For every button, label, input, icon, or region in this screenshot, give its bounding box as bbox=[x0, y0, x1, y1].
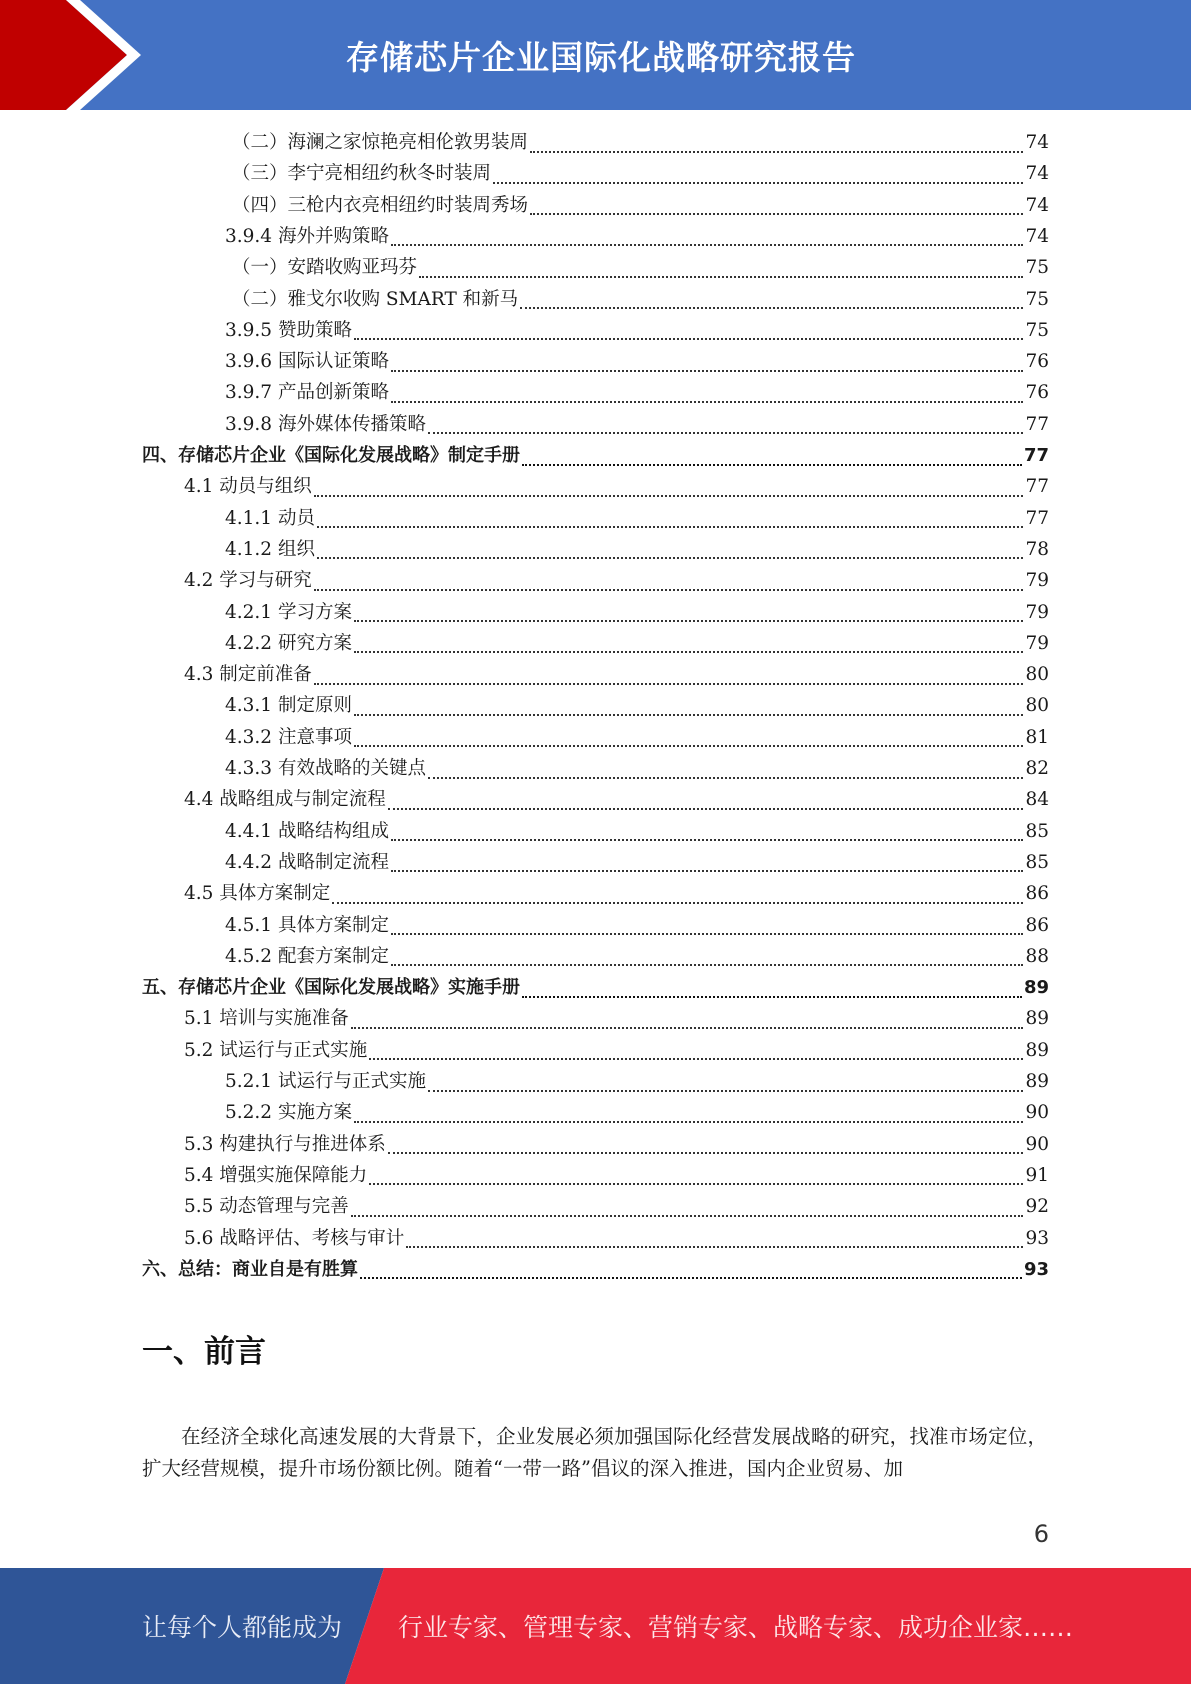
toc-entry[interactable] bbox=[184, 1003, 1049, 1034]
toc-leader-dots bbox=[314, 495, 1024, 497]
toc-entry[interactable] bbox=[184, 1035, 1049, 1066]
toc-leader-dots bbox=[391, 370, 1023, 372]
section-heading: 一、前言 bbox=[142, 1334, 266, 1370]
footer-slogan-left: 让每个人都能成为 bbox=[142, 1613, 343, 1642]
toc-leader-dots bbox=[354, 651, 1024, 653]
toc-leader-dots bbox=[332, 902, 1023, 904]
toc-entry-label: 5.6 战略评估、考核与审计 bbox=[184, 1227, 405, 1249]
toc-entry-label: 5.2 试运行与正式实施 bbox=[184, 1039, 368, 1061]
toc-entry-label: 4.1.2 组织 bbox=[225, 538, 315, 560]
toc-entry-page: 75 bbox=[1025, 288, 1049, 310]
toc-entry-page: 89 bbox=[1025, 1071, 1049, 1092]
toc-leader-dots bbox=[351, 1027, 1024, 1029]
toc-leader-dots bbox=[354, 338, 1024, 340]
toc-leader-dots bbox=[317, 557, 1024, 559]
footer-banner bbox=[0, 1568, 1191, 1684]
toc-leader-dots bbox=[520, 307, 1023, 309]
toc-entry[interactable] bbox=[225, 503, 1049, 534]
toc-entry[interactable] bbox=[142, 440, 1049, 471]
toc-entry-page: 93 bbox=[1023, 1258, 1049, 1280]
toc-entry-page: 92 bbox=[1025, 1196, 1049, 1218]
toc-entry[interactable] bbox=[232, 127, 1049, 158]
toc-entry[interactable] bbox=[184, 1160, 1049, 1191]
toc-leader-dots bbox=[369, 1058, 1023, 1060]
toc-entry-page: 93 bbox=[1025, 1227, 1049, 1249]
toc-leader-dots bbox=[388, 1152, 1024, 1154]
toc-entry-label: 3.9.6 国际认证策略 bbox=[225, 351, 389, 373]
toc-entry-page: 74 bbox=[1025, 132, 1049, 153]
toc-leader-dots bbox=[351, 1215, 1024, 1217]
toc-leader-dots bbox=[314, 683, 1024, 685]
toc-entry[interactable] bbox=[225, 690, 1049, 721]
toc-leader-dots bbox=[493, 182, 1023, 184]
toc-entry-label: 五、存储芯片企业《国际化发展战略》实施手册 bbox=[142, 977, 520, 999]
footer-slogan-right: 行业专家、管理专家、营销专家、战略专家、成功企业家…… bbox=[398, 1613, 1074, 1642]
toc-entry-page: 89 bbox=[1023, 977, 1049, 999]
toc-leader-dots bbox=[428, 432, 1023, 434]
toc-entry-page: 79 bbox=[1025, 570, 1049, 592]
toc-entry-label: 4.4 战略组成与制定流程 bbox=[184, 789, 386, 811]
toc-entry[interactable] bbox=[184, 659, 1049, 690]
toc-entry-label: 四、存储芯片企业《国际化发展战略》制定手册 bbox=[142, 445, 520, 466]
toc-leader-dots bbox=[369, 1183, 1023, 1185]
toc-entry-label: 4.2.2 研究方案 bbox=[225, 632, 352, 654]
toc-entry-page: 84 bbox=[1025, 789, 1049, 811]
toc-entry-page: 80 bbox=[1025, 664, 1049, 686]
toc-entry[interactable] bbox=[184, 1129, 1049, 1160]
toc-leader-dots bbox=[391, 839, 1023, 841]
toc-entry[interactable] bbox=[232, 158, 1049, 189]
toc-entry-label: 4.2.1 学习方案 bbox=[225, 601, 352, 623]
toc-entry[interactable] bbox=[142, 972, 1049, 1003]
toc-entry[interactable] bbox=[184, 471, 1049, 502]
toc-entry[interactable] bbox=[232, 190, 1049, 221]
toc-entry[interactable] bbox=[225, 377, 1049, 408]
toc-leader-dots bbox=[391, 244, 1023, 246]
toc-entry-label: 5.2.1 试运行与正式实施 bbox=[225, 1071, 426, 1092]
toc-entry-label: 5.2.2 实施方案 bbox=[225, 1102, 352, 1124]
toc-entry[interactable] bbox=[225, 1097, 1049, 1128]
toc-entry-page: 78 bbox=[1025, 538, 1049, 560]
toc-entry[interactable] bbox=[225, 315, 1049, 346]
toc-entry-page: 79 bbox=[1025, 601, 1049, 623]
toc-entry-page: 90 bbox=[1025, 1102, 1049, 1124]
toc-entry-page: 85 bbox=[1025, 851, 1049, 873]
toc-entry-page: 85 bbox=[1025, 820, 1049, 842]
toc-entry-label: 4.3.3 有效战略的关键点 bbox=[225, 758, 426, 779]
toc-leader-dots bbox=[388, 808, 1024, 810]
toc-entry-page: 88 bbox=[1025, 945, 1049, 967]
toc-leader-dots bbox=[354, 620, 1024, 622]
toc-entry-label: 5.3 构建执行与推进体系 bbox=[184, 1133, 386, 1155]
toc-entry[interactable] bbox=[184, 878, 1049, 909]
toc-entry-label: 3.9.4 海外并购策略 bbox=[225, 225, 389, 247]
toc-entry[interactable] bbox=[225, 847, 1049, 878]
toc-entry[interactable] bbox=[232, 284, 1049, 315]
toc-entry-page: 75 bbox=[1025, 319, 1049, 341]
toc-entry[interactable] bbox=[225, 753, 1049, 784]
toc-leader-dots bbox=[317, 526, 1024, 528]
toc-entry-label: （一）安踏收购亚玛芬 bbox=[232, 257, 418, 279]
toc-entry-page: 81 bbox=[1025, 726, 1049, 748]
toc-entry-label: （二）雅戈尔收购 SMART 和新马 bbox=[232, 288, 519, 310]
toc-entry-label: 3.9.8 海外媒体传播策略 bbox=[225, 413, 426, 435]
toc-leader-dots bbox=[391, 870, 1023, 872]
toc-entry-page: 89 bbox=[1025, 1039, 1049, 1061]
toc-entry-label: （三）李宁亮相纽约秋冬时装周 bbox=[232, 163, 492, 185]
section-body bbox=[142, 1421, 1047, 1485]
toc-entry-page: 75 bbox=[1025, 257, 1049, 279]
toc-entry-label: 4.4.2 战略制定流程 bbox=[225, 851, 389, 873]
toc-entry-label: 4.1.1 动员 bbox=[225, 507, 315, 529]
toc-entry-label: 4.3.2 注意事项 bbox=[225, 726, 352, 748]
toc-leader-dots bbox=[391, 964, 1023, 966]
toc-entry[interactable] bbox=[225, 409, 1049, 440]
toc-entry-page: 77 bbox=[1025, 413, 1049, 435]
toc-entry-label: 4.5.1 具体方案制定 bbox=[225, 914, 389, 936]
toc-entry-page: 89 bbox=[1025, 1008, 1049, 1030]
toc-leader-dots bbox=[391, 933, 1023, 935]
toc-entry-page: 77 bbox=[1025, 476, 1049, 498]
toc-entry-page: 74 bbox=[1025, 225, 1049, 247]
toc-entry-page: 90 bbox=[1025, 1133, 1049, 1155]
toc-entry-label: 六、总结：商业自是有胜算 bbox=[142, 1258, 358, 1280]
toc-entry-page: 77 bbox=[1025, 507, 1049, 529]
toc-entry[interactable] bbox=[225, 910, 1049, 941]
toc-entry[interactable] bbox=[225, 221, 1049, 252]
toc-entry[interactable] bbox=[184, 1191, 1049, 1222]
toc-entry[interactable] bbox=[225, 941, 1049, 972]
toc-entry-page: 86 bbox=[1025, 914, 1049, 936]
toc-entry-page: 82 bbox=[1025, 758, 1049, 779]
toc-entry-label: （二）海澜之家惊艳亮相伦敦男装周 bbox=[232, 132, 529, 153]
toc-entry[interactable] bbox=[142, 1254, 1049, 1285]
toc-entry-label: 5.5 动态管理与完善 bbox=[184, 1196, 349, 1218]
toc-entry-label: 4.3.1 制定原则 bbox=[225, 695, 352, 717]
toc-entry[interactable] bbox=[225, 628, 1049, 659]
document-title: 存储芯片企业国际化战略研究报告 bbox=[346, 37, 856, 77]
toc-entry-label: 5.4 增强实施保障能力 bbox=[184, 1164, 368, 1186]
toc-entry-label: 4.1 动员与组织 bbox=[184, 476, 312, 498]
toc-entry-label: 4.5 具体方案制定 bbox=[184, 883, 331, 905]
toc-entry[interactable] bbox=[225, 534, 1049, 565]
toc-entry[interactable] bbox=[184, 1223, 1049, 1254]
toc-leader-dots bbox=[391, 401, 1023, 403]
toc-entry-page: 76 bbox=[1025, 382, 1049, 404]
header-banner bbox=[0, 0, 1191, 110]
toc-leader-dots bbox=[314, 589, 1024, 591]
toc-entry[interactable] bbox=[225, 722, 1049, 753]
toc-leader-dots bbox=[428, 777, 1023, 779]
toc-entry-page: 91 bbox=[1025, 1164, 1049, 1186]
toc-leader-dots bbox=[522, 996, 1022, 998]
toc-entry[interactable] bbox=[184, 784, 1049, 815]
toc-entry[interactable] bbox=[225, 816, 1049, 847]
toc-entry-page: 86 bbox=[1025, 883, 1049, 905]
toc-entry-label: 4.2 学习与研究 bbox=[184, 570, 312, 592]
toc-leader-dots bbox=[354, 1121, 1024, 1123]
toc-leader-dots bbox=[354, 745, 1024, 747]
toc-entry-label: 3.9.7 产品创新策略 bbox=[225, 382, 389, 404]
toc-entry[interactable] bbox=[184, 565, 1049, 596]
body-paragraph: 在经济全球化高速发展的大背景下，企业发展必须加强国际化经营发展战略的研究，找准市场定位，扩大经营规模，提升市场份额比例。随着“一带一路”倡议的深入推进，国内企业贸易、加 bbox=[142, 1425, 1047, 1480]
toc-leader-dots bbox=[406, 1246, 1023, 1248]
toc-entry-page: 79 bbox=[1025, 632, 1049, 654]
toc-leader-dots bbox=[522, 464, 1022, 466]
toc-entry-page: 74 bbox=[1025, 163, 1049, 185]
toc-entry-label: （四）三枪内衣亮相纽约时装周秀场 bbox=[232, 194, 529, 216]
toc-leader-dots bbox=[428, 1090, 1023, 1092]
toc-entry[interactable] bbox=[225, 1066, 1049, 1097]
toc-entry-page: 80 bbox=[1025, 695, 1049, 717]
toc-entry-label: 4.3 制定前准备 bbox=[184, 664, 312, 686]
toc-entry[interactable] bbox=[225, 597, 1049, 628]
toc-leader-dots bbox=[530, 213, 1023, 215]
toc-leader-dots bbox=[360, 1277, 1022, 1279]
toc-entry-label: 5.1 培训与实施准备 bbox=[184, 1008, 349, 1030]
toc-entry-page: 76 bbox=[1025, 351, 1049, 373]
toc-entry-page: 74 bbox=[1025, 194, 1049, 216]
page-number: 6 bbox=[1033, 1520, 1049, 1548]
toc-leader-dots bbox=[419, 276, 1023, 278]
toc-entry-label: 4.4.1 战略结构组成 bbox=[225, 820, 389, 842]
toc-entry-label: 4.5.2 配套方案制定 bbox=[225, 945, 389, 967]
toc-leader-dots bbox=[354, 714, 1024, 716]
toc-entry[interactable] bbox=[232, 252, 1049, 283]
toc-entry-label: 3.9.5 赞助策略 bbox=[225, 319, 352, 341]
toc-leader-dots bbox=[530, 151, 1023, 153]
toc-entry-page: 77 bbox=[1023, 445, 1049, 466]
toc-entry[interactable] bbox=[225, 346, 1049, 377]
